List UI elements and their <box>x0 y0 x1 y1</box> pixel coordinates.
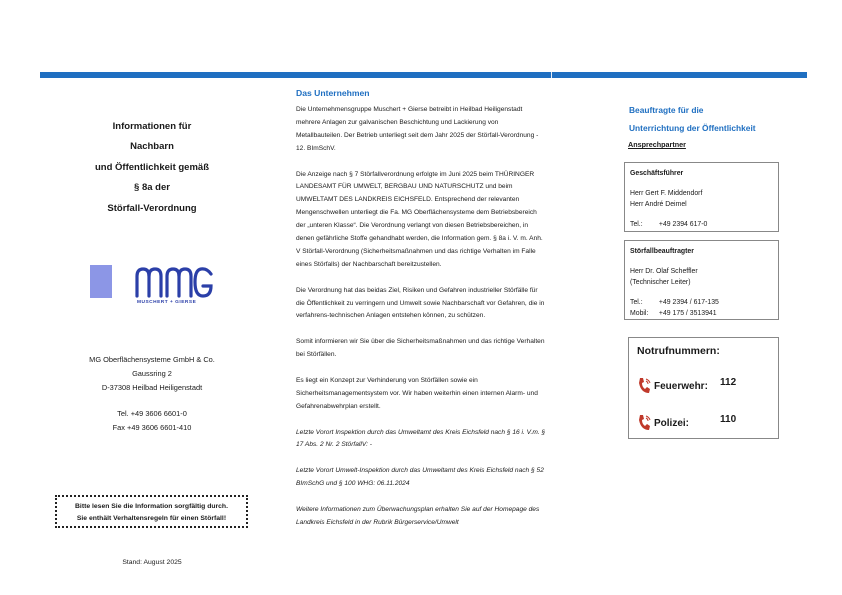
section-heading: Das Unternehmen <box>296 88 370 98</box>
fax-line: Fax +49 3606 6601-410 <box>112 423 192 433</box>
police-label: Polizei: <box>654 417 690 429</box>
contact-name: Herr André Deimel <box>630 201 687 209</box>
managing-director-box <box>624 162 779 232</box>
inspection-note: Letzte Vorort Umwelt-Inspektion durch das Umweltamt des Kreis Eichsfeld nach § 52 BImSchG und § 100 WHG: 06.11.2024 <box>296 467 544 488</box>
company-line: D-37308 Heilbad Heiligenstadt <box>101 382 203 392</box>
paragraph: Somit informieren wir Sie über die Sicherheitsmaßnahmen und das richtige Verhalten bei Störfällen. <box>296 338 545 359</box>
paragraph: Es liegt ein Konzept zur Verhinderung von Störfällen sowie ein Sicherheitsmanagementsystem vor. Wir haben weiterhin einen internen Alarm- und Gefahrenabwehrplan erstellt. <box>296 376 538 410</box>
emergency-title: Notrufnummern: <box>637 345 720 357</box>
left-title-line: und Öffentlichkeit gemäß <box>94 161 209 173</box>
fire-dept-number: 112 <box>720 377 737 388</box>
inspection-note: Letzte Vorort Inspektion durch das Umweltamt des Kreis Eichsfeld nach § 16 i. V.m. § 17 Abs. 2 Nr. 2 StörfallV: - <box>296 428 546 449</box>
tel-row <box>630 219 778 231</box>
notice-box <box>55 495 248 528</box>
fire-dept-row <box>637 377 708 395</box>
contact-role: (Technischer Leiter) <box>630 279 691 287</box>
paragraph: Die Anzeige nach § 7 Störfallverordnung erfolgte im Juni 2025 beim THÜRINGER LANDESAMT FÜR UMWELT, BERGBAU UND NATURSCHUTZ und beim UMWELTAMT DES LANDKREIS EICHSFELD. Entsprechend der relevanten Mengenschwellen unterliegt die Fa. MG Oberflächensysteme dem Betriebsbereich der „unteren Klasse“. Die Verordnung verlangt von diesen Betriebsbereichen, in denen gefährliche Stoffe gehandhabt werden, die Information gem. § 8a i. V. m. Anh. V Störfall-Verordnung (Sicherheitsmaßnahmen und das richtige Verhalten im Falle eines Störfalls) der Nachbarschaft bereitzustellen. <box>296 170 543 268</box>
tel-label: Tel.: <box>630 298 643 306</box>
police-number: 110 <box>720 414 737 425</box>
contact-heading: Ansprechpartner <box>628 140 686 149</box>
company-line: MG Oberflächensysteme GmbH & Co. <box>89 355 215 364</box>
notice-line: Sie enthält Verhaltensregeln für einen Störfall! <box>76 514 227 522</box>
stand-date: Stand: August 2025 <box>122 559 182 566</box>
company-address <box>62 353 242 435</box>
mobile-label: Mobil: <box>630 310 649 318</box>
fire-dept-label: Feuerwehr: <box>654 380 708 392</box>
contact-name: Herr Dr. Olaf Scheffler <box>630 267 698 275</box>
company-logo <box>135 266 215 310</box>
company-line: Gaussring 2 <box>132 368 172 378</box>
left-title-line: Informationen für <box>112 121 192 132</box>
box-label: Störfallbeauftragter <box>630 248 694 255</box>
phone-line: Tel. +49 3606 6601-0 <box>117 409 187 419</box>
tel-label: Tel.: <box>630 220 643 228</box>
right-title-line: Unterrichtung der Öffentlichkeit <box>629 123 756 133</box>
right-title <box>629 101 756 137</box>
phone-icon <box>637 414 651 432</box>
left-title-line: Störfall-Verordnung <box>107 202 197 214</box>
tel-value: +49 2394 617-0 <box>658 220 708 228</box>
paragraph: Die Unternehmensgruppe Muschert + Gierse betreibt in Heilbad Heiligenstadt mehrere Anlagen zur galvanischen Beschichtung und Lackierung von Metallbauteilen. Der Betrieb unterliegt seit dem Jahr 2025 der Störfall-Verordnung - 12. BImSchV. <box>296 106 539 152</box>
company-section <box>296 87 546 543</box>
decorative-square <box>90 265 112 298</box>
tel-row <box>630 297 778 309</box>
logo-text: MUSCHERT + GIERSE <box>137 300 197 305</box>
bar-divider <box>551 72 552 78</box>
left-title <box>62 117 242 219</box>
box-label: Geschäftsführer <box>630 170 684 177</box>
right-title-line: Beauftragte für die <box>629 105 704 115</box>
paragraph: Die Verordnung hat das beidas Ziel, Risiken und Gefahren industrieller Störfälle für die Öffentlichkeit zu verringern und Umwelt sowie Nachbarschaft vor Gefahren, die in verfahrens-technischen Anlagen entstehen können, zu schützen. <box>296 286 545 320</box>
incident-officer-box <box>624 240 779 320</box>
mobile-value: +49 175 / 3513941 <box>658 310 717 318</box>
phone-icon <box>637 377 651 395</box>
mobile-row <box>630 308 778 320</box>
info-note: Weitere Informationen zum Überwachungsplan erhalten Sie auf der Homepage des Landkreis Eichsfeld in der Rubrik Bürgerservice/Umwelt <box>296 505 540 526</box>
notice-line: Bitte lesen Sie die Information sorgfältig durch. <box>75 503 228 510</box>
contact-name: Herr Gert F. Middendorf <box>630 189 703 197</box>
emergency-numbers-box <box>628 337 779 439</box>
left-title-line: Nachbarn <box>130 141 174 153</box>
top-blue-bar <box>40 72 807 78</box>
left-title-line: § 8a der <box>134 182 170 194</box>
police-row <box>637 414 689 432</box>
tel-value: +49 2394 / 617-135 <box>658 298 719 306</box>
